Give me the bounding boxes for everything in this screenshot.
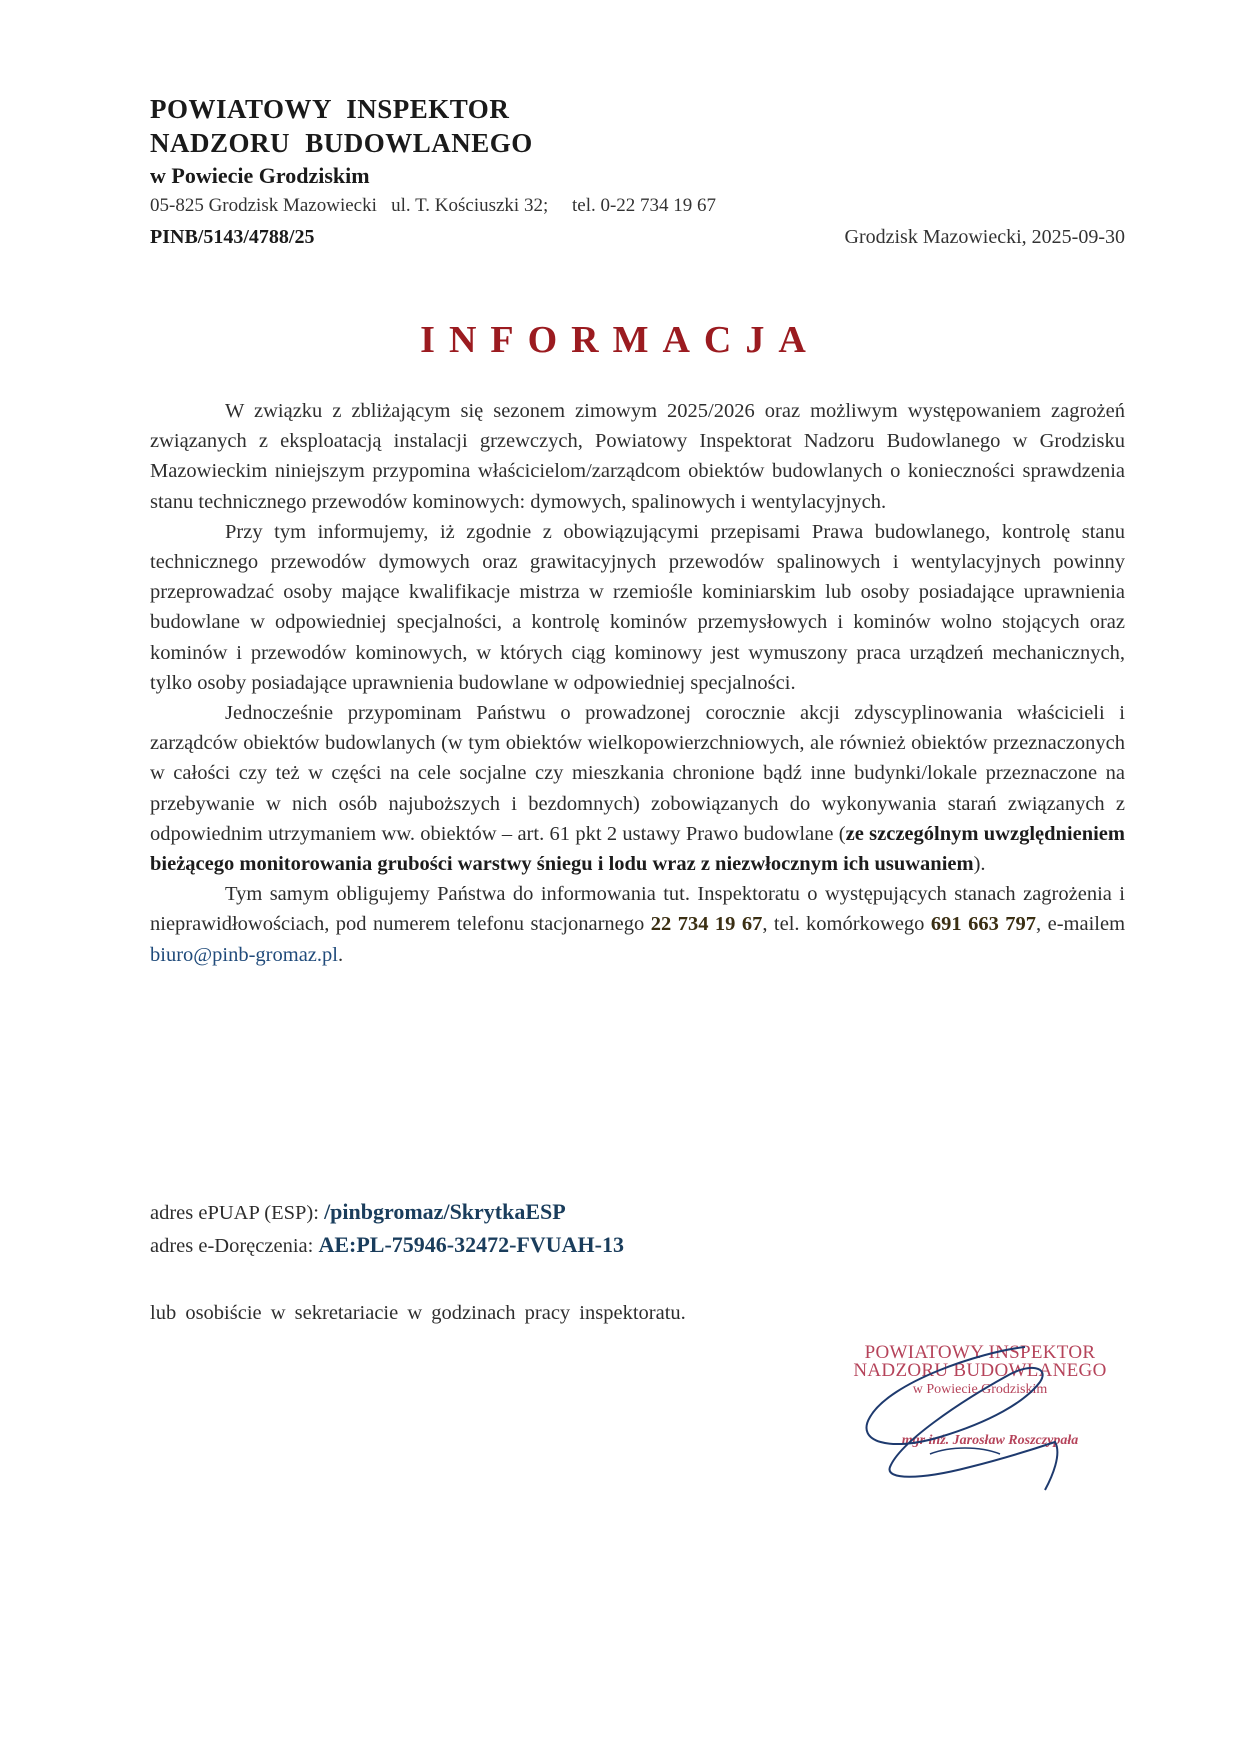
letterhead-address: 05-825 Grodzisk Mazowiecki ul. T. Kościuszki 32; tel. 0-22 734 19 67: [150, 195, 717, 216]
handwritten-signature-icon: [830, 1342, 1130, 1492]
paragraph-4-text: Tym samym obligujemy Państwa do informowania tut. Inspektoratu o występujących stanach zagrożenia i nieprawidłowościach, pod numerem telefonu stacjonarnego: [150, 883, 1125, 936]
electronic-addresses: [150, 1196, 624, 1262]
paragraph-3-end: ).: [973, 853, 986, 876]
stamp-line2: NADZORU BUDOWLANEGO: [853, 1360, 1107, 1381]
stamp-line1: POWIATOWY INSPEKTOR: [864, 1342, 1096, 1363]
paragraph-3-emphasis: ze szczególnym uwzględnieniem bieżącego monitorowania grubości warstwy śniegu i lodu wraz z niezwłocznym ich usuwaniem: [150, 822, 1125, 876]
letterhead-org-line1: POWIATOWY INSPEKTOR: [150, 94, 510, 124]
mobile-phone: 691 663 797: [930, 913, 1037, 936]
paragraph-2: Przy tym informujemy, iż zgodnie z obowiązującymi przepisami Prawa budowlanego, kontrolę stanu technicznego przewodów dymowych oraz grawitacyjnych przewodów spalinowych i wentylacyjnych powinny przeprowadzać osoby mające kwalifikacje mistrza w rzemiośle kominiarskim lub osoby posiadające uprawnienia budowlane w odpowiedniej specjalności, a kontrolę kominów przemysłowych i kominów wolno stojących oraz kominów i przewodów kominowych, w których ciąg kominowy jest wymuszony praca urządzeń mechanicznych, tylko osoby posiadające uprawnienia budowlane w odpowiedniej specjalności.: [150, 520, 1125, 694]
edoreczenia-row: [150, 1229, 624, 1262]
email-link[interactable]: biuro@pinb-gromaz.pl: [150, 943, 338, 966]
epuap-label: adres ePUAP (ESP):: [150, 1202, 325, 1224]
letterhead: [150, 92, 716, 220]
landline-phone: 22 734 19 67: [650, 913, 763, 936]
reference-number: PINB/5143/4788/25: [150, 226, 315, 248]
signatory-name: mgr inż. Jarosław Roszczypała: [901, 1433, 1079, 1448]
paragraph-3: [150, 698, 1125, 879]
epuap-row: [150, 1196, 624, 1229]
document-title: INFORMACJA: [420, 319, 820, 361]
official-stamp: [830, 1342, 1130, 1492]
document-body: [150, 396, 1125, 970]
letterhead-org-line2: NADZORU BUDOWLANEGO: [150, 128, 533, 158]
letterhead-org-line3: w Powiecie Grodziskim: [150, 163, 370, 188]
paragraph-3-text: Jednocześnie przypominam Państwu o prowadzonej corocznie akcji zdyscyplinowania właścicieli i zarządców obiektów budowlanych (w tym obiektów wielkopowierzchniowych, ale również obiektów przeznaczonych w całości czy też w części na cele socjalne czy mieszkania chronione bądź inne budynki/lokale przeznaczone na przebywanie w nich osób najuboższych i bezdomnych) zobowiązanych do wykonywania starań związanych z odpowiednim utrzymaniem ww. obiektów – art. 61 pkt 2 ustawy Prawo budowlane (: [150, 702, 1125, 845]
paragraph-4: [150, 879, 1125, 970]
paragraph-4-mid2: , e-mailem: [1036, 913, 1126, 936]
paragraph-4-end: .: [337, 943, 344, 966]
paragraph-4-mid: , tel. komórkowego: [762, 913, 931, 936]
stamp-line3: w Powiecie Grodziskim: [912, 1382, 1048, 1397]
paragraph-1: W związku z zbliżającym się sezonem zimowym 2025/2026 oraz możliwym występowaniem zagrożeń związanych z eksploatacją instalacji grzewczych, Powiatowy Inspektorat Nadzoru Budowlanego w Grodzisku Mazowieckim niniejszym przypomina właścicielom/zarządcom obiektów budowlanych o konieczności sprawdzenia stanu technicznego przewodów kominowych: dymowych, spalinowych i wentylacyjnych.: [150, 400, 1125, 513]
closing-line: lub osobiście w sekretariacie w godzinach pracy inspektoratu.: [150, 1302, 686, 1324]
place-and-date: Grodzisk Mazowiecki, 2025-09-30: [844, 226, 1125, 248]
edoreczenia-address: AE:PL-75946-32472-FVUAH-13: [318, 1232, 624, 1257]
reference-row: [150, 226, 1125, 256]
epuap-address: /pinbgromaz/SkrytkaESP: [324, 1199, 566, 1224]
edoreczenia-label: adres e-Doręczenia:: [150, 1235, 319, 1257]
